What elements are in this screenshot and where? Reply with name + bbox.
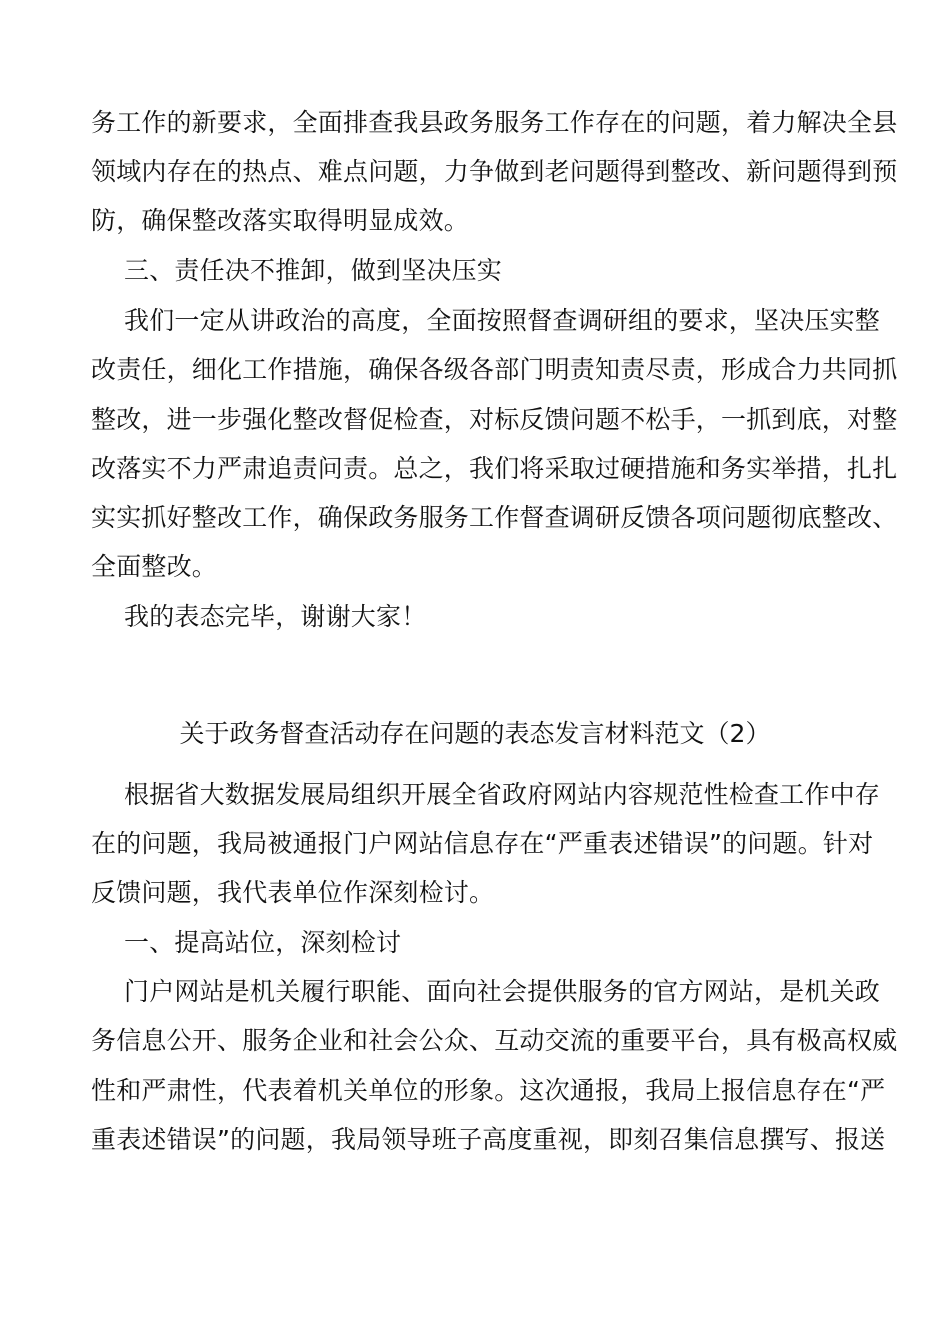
- paragraph-line: 性和严肃性，代表着机关单位的形象。这次通报，我局上报信息存在“严: [91, 1076, 886, 1105]
- paragraph-line: 实实抓好整改工作，确保政务服务工作督查调研反馈各项问题彻底整改、: [91, 503, 898, 532]
- paragraph-line: 门户网站是机关履行职能、面向社会提供服务的官方网站，是机关政: [124, 977, 881, 1006]
- paragraph-line: 我们一定从讲政治的高度，全面按照督查调研组的要求，坚决压实整: [124, 306, 881, 335]
- paragraph-line: 防，确保整改落实取得明显成效。: [91, 206, 470, 235]
- paragraph-line: 领域内存在的热点、难点问题，力争做到老问题得到整改、新问题得到预: [91, 157, 898, 186]
- paragraph-line: 整改，进一步强化整改督促检查，对标反馈问题不松手，一抓到底，对整: [91, 405, 898, 434]
- paragraph-line: 务信息公开、服务企业和社会公众、互动交流的重要平台，具有极高权威: [91, 1026, 898, 1055]
- paragraph-line: 务工作的新要求，全面排查我县政务服务工作存在的问题，着力解决全县: [91, 108, 898, 137]
- paragraph-line: 在的问题，我局被通报门户网站信息存在“严重表述错误”的问题。针对: [91, 829, 874, 858]
- closing-text: 我的表态完毕，谢谢大家！: [124, 602, 427, 631]
- paragraph-line: 重表述错误”的问题，我局领导班子高度重视，即刻召集信息撰写、报送: [91, 1125, 886, 1154]
- paragraph-line: 改责任，细化工作措施，确保各级各部门明责知责尽责，形成合力共同抓: [91, 355, 898, 384]
- paragraph-line: 改落实不力严肃追责问责。总之，我们将采取过硬措施和务实举措，扎扎: [91, 454, 898, 483]
- paragraph-line: 全面整改。: [91, 552, 218, 581]
- section-heading: 三、责任决不推卸，做到坚决压实: [124, 256, 503, 285]
- section-heading: 一、提高站位，深刻检讨: [124, 928, 402, 957]
- paragraph-line: 根据省大数据发展局组织开展全省政府网站内容规范性检查工作中存: [124, 780, 881, 809]
- document-title: 关于政务督查活动存在问题的表态发言材料范文（2）: [179, 719, 771, 748]
- paragraph-line: 反馈问题，我代表单位作深刻检讨。: [91, 878, 495, 907]
